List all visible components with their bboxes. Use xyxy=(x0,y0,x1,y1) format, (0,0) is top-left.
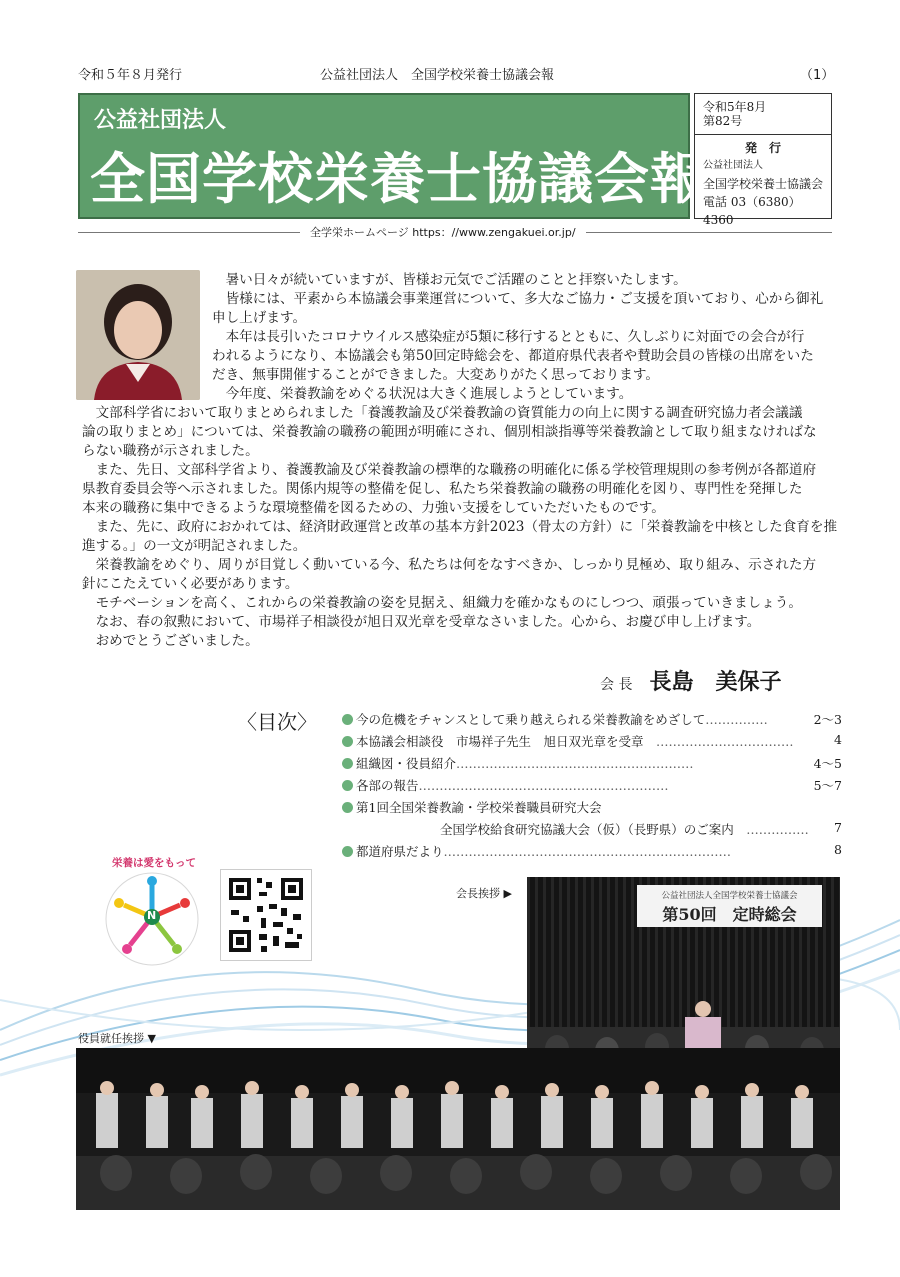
greeting-line: また、先に、政府におかれては、経済財政運営と改革の基本方針2023（骨太の方針）に「栄養教諭を中核とした食育を推 xyxy=(82,519,838,535)
greeting-line: おめでとうございました。 xyxy=(82,633,259,649)
toc-label: 本協議会相談役 市場祥子先生 旭日双光章を受章 xyxy=(356,734,644,749)
toc-pages: 2～3 xyxy=(813,712,842,727)
greeting-top xyxy=(212,271,832,404)
org-type: 公益社団法人 xyxy=(94,108,227,133)
bullet-icon xyxy=(342,714,353,725)
greeting-line: だき、無事開催することができました。大変ありがたく思っております。 xyxy=(212,367,659,383)
photo-caption-speech xyxy=(456,885,512,901)
toc-pages: 5～7 xyxy=(813,778,842,793)
bullet-icon xyxy=(342,780,353,791)
page-number: （1） xyxy=(800,68,835,83)
greeting-line: モチベーションを高く、これからの栄養教諭の姿を見据え、組織力を確かなものにしつつ、頑張っていきましょう。 xyxy=(82,595,802,611)
photo-president-speech xyxy=(527,877,840,1072)
logo-slogan: 栄養は愛をもって xyxy=(112,857,196,869)
photo-caption-officers xyxy=(78,1030,156,1046)
title-banner xyxy=(78,93,707,219)
publisher-name: 全国学校栄養士協議会 xyxy=(703,177,824,191)
greeting-body xyxy=(82,404,842,651)
toc-pages: 7 xyxy=(834,820,842,835)
newsletter-title: 全国学校栄養士協議会報 xyxy=(90,147,707,211)
toc-label: 第1回全国栄養教諭・学校栄養職員研究大会 xyxy=(356,800,602,815)
toc-pages: 8 xyxy=(834,842,842,857)
toc-item[interactable]: 組織図・役員紹介………………………………………………… 4～5 xyxy=(342,754,842,772)
running-title: 公益社団法人 全国学校栄養士協議会報 xyxy=(320,68,555,83)
signature-name: 長島 美保子 xyxy=(649,669,782,695)
greeting-line: 栄養教諭をめぐり、周りが目覚しく動いている今、私たちは何をなすべきか、しっかり見極め、取り組み、示された方 xyxy=(82,557,817,573)
bullet-icon xyxy=(342,758,353,769)
caption-text: 会長挨拶 xyxy=(456,887,500,900)
toc-pages: 4 xyxy=(834,732,842,747)
signature-title: 会 長 xyxy=(600,677,633,693)
banner-org: 公益社団法人全国学校栄養士協議会 xyxy=(661,891,798,901)
photo-officers-greeting xyxy=(76,1048,840,1210)
issue-date: 令和5年8月 xyxy=(703,100,767,114)
greeting-line: 針にこたえていく必要があります。 xyxy=(82,576,299,592)
caption-text: 役員就任挨拶 xyxy=(78,1032,144,1045)
toc-label: 今の危機をチャンスとして乗り越えられる栄養教諭をめざして xyxy=(356,712,706,727)
greeting-line: われるようになり、本協議会も第50回定時総会を、都道府県代表者や賛助会員の皆様の出席をいた xyxy=(212,348,814,364)
greeting-line: 皆様には、平素から本協議会事業運営について、多大なご協力・ご支援を頂いており、心から御礼 xyxy=(212,291,824,307)
triangle-down-icon: ▼ xyxy=(147,1032,156,1045)
greeting-line: 県教育委員会等へ示されました。関係内規等の整備を促し、私たち栄養教諭の職務の明確化を図り、専門性を発揮した xyxy=(82,481,803,497)
toc-label: 都道府県だより xyxy=(356,844,444,859)
greeting-line: また、先日、文部科学省より、養護教諭及び栄養教諭の標準的な職務の明確化に係る学校管理規則の参考例が各都道府 xyxy=(82,462,817,478)
toc-item[interactable]: 今の危機をチャンスとして乗り越えられる栄養教諭をめざして…………… 2～3 xyxy=(342,710,842,728)
toc-label: 全国学校給食研究協議大会（仮）（長野県）のご案内 xyxy=(440,822,734,837)
publish-label: 発 行 xyxy=(744,141,781,155)
bullet-icon xyxy=(342,736,353,747)
toc-label: 組織図・役員紹介 xyxy=(356,756,457,771)
greeting-line: 本来の職務に集中できるような環境整備を図るための、力強い支援をしていただいたものです。 xyxy=(82,500,665,516)
banner-title: 第50回 定時総会 xyxy=(662,905,797,924)
publisher-org: 公益社団法人 xyxy=(703,160,763,171)
greeting-line: なお、春の叙勲において、市場祥子相談役が旭日双光章を受章なさいました。心から、お慶び申し上げます。 xyxy=(82,614,761,630)
greeting-line: 論の取りまとめ」については、栄養教諭の職務の範囲が明確にされ、個別相談指導等栄養教諭として取り組まなければな xyxy=(82,424,817,440)
toc-item[interactable]: 各部の報告…………………………………………………… 5～7 xyxy=(342,776,842,794)
greeting-line: らない職務が示されました。 xyxy=(82,443,259,459)
president-portrait xyxy=(76,270,200,400)
portrait-illustration xyxy=(76,270,200,400)
qr-code[interactable] xyxy=(220,869,312,961)
qr-code-icon xyxy=(221,870,311,960)
issue-date-left: 令和５年８月発行 xyxy=(78,68,183,83)
toc-pages: 4～5 xyxy=(813,756,842,771)
greeting-line: 本年は長引いたコロナウイルス感染症が5類に移行するとともに、久しぶりに対面での会合が行 xyxy=(212,329,805,345)
greeting-line: 進する。」の一文が明記されました。 xyxy=(82,538,307,554)
logo-letter: N xyxy=(147,909,157,922)
toc-item[interactable]: 都道府県だより…………………………………………………………… 8 xyxy=(342,842,842,860)
greeting-line: 暑い日々が続いていますが、皆様お元気でご活躍のことと拝察いたします。 xyxy=(212,272,687,288)
bullet-icon xyxy=(342,802,353,813)
greeting-line: 文部科学省において取りまとめられました「養護教諭及び栄養教諭の資質能力の向上に関する調査研究協力者会議議 xyxy=(82,405,803,421)
association-logo xyxy=(102,857,202,967)
signature xyxy=(600,665,782,696)
publisher-phone: 電話 03（6380）4360 xyxy=(703,195,801,227)
issue-info-box xyxy=(694,93,832,227)
toc-item[interactable] xyxy=(342,798,842,816)
officers-scene xyxy=(76,1048,840,1210)
toc-title: 〈目次〉 xyxy=(237,710,317,734)
toc-item[interactable]: 全国学校給食研究協議大会（仮）（長野県）のご案内 …………… 7 xyxy=(440,820,842,837)
greeting-line: 申し上げます。 xyxy=(212,310,307,326)
homepage-link[interactable]: 全学栄ホームページ https：//www.zengakuei.or.jp/ xyxy=(300,224,586,240)
issue-number: 第82号 xyxy=(703,114,743,128)
triangle-right-icon: ▶ xyxy=(503,887,512,900)
bullet-icon xyxy=(342,846,353,857)
toc-label: 各部の報告 xyxy=(356,778,419,793)
toc-item[interactable]: 本協議会相談役 市場祥子先生 旭日双光章を受章 …………………………… 4 xyxy=(342,732,842,750)
greeting-line: 今年度、栄養教諭をめぐる状況は大きく進展しようとしています。 xyxy=(212,386,633,402)
